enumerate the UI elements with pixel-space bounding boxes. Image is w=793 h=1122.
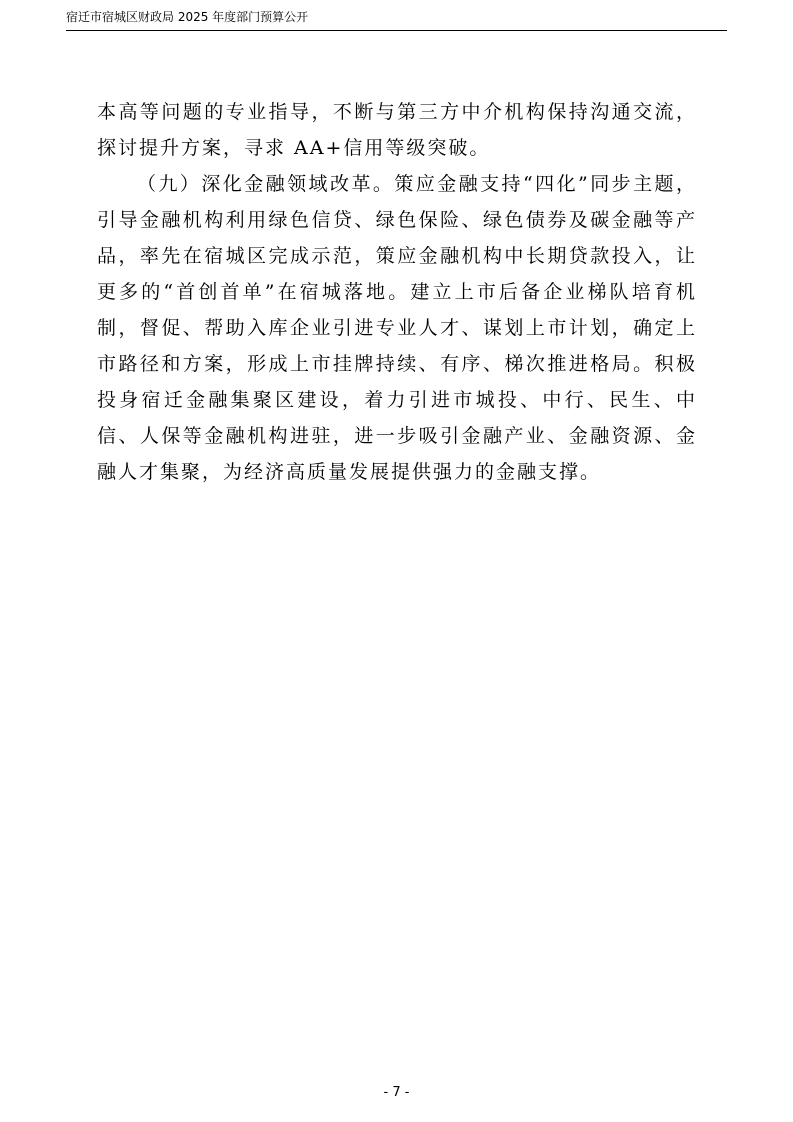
paragraph-continuation: 本高等问题的专业指导，不断与第三方中介机构保持沟通交流，探讨提升方案，寻求 AA+信用等级突破。 — [97, 101, 697, 159]
document-body — [97, 94, 697, 490]
page-number: - 7 - — [383, 1085, 410, 1100]
paragraph-financial-reform: （九）深化金融领域改革。策应金融支持“四化”同步主题，引导金融机构利用绿色信贷、绿色保险、绿色债券及碳金融等产品，率先在宿城区完成示范，策应金融机构中长期贷款投入，让更多的“首创首单”在宿城落地。建立上市后备企业梯队培育机制，督促、帮助入库企业引进专业人才、谋划上市计划，确定上市路径和方案，形成上市挂牌持续、有序、梯次推进格局。积极投身宿迁金融集聚区建设，着力引进市城投、中行、民生、中信、人保等金融机构进驻，进一步吸引金融产业、金融资源、金融人才集聚，为经济高质量发展提供强力的金融支撑。 — [97, 173, 697, 483]
page-header — [66, 8, 727, 31]
header-title: 宿迁市宿城区财政局 2025 年度部门预算公开 — [66, 10, 309, 24]
